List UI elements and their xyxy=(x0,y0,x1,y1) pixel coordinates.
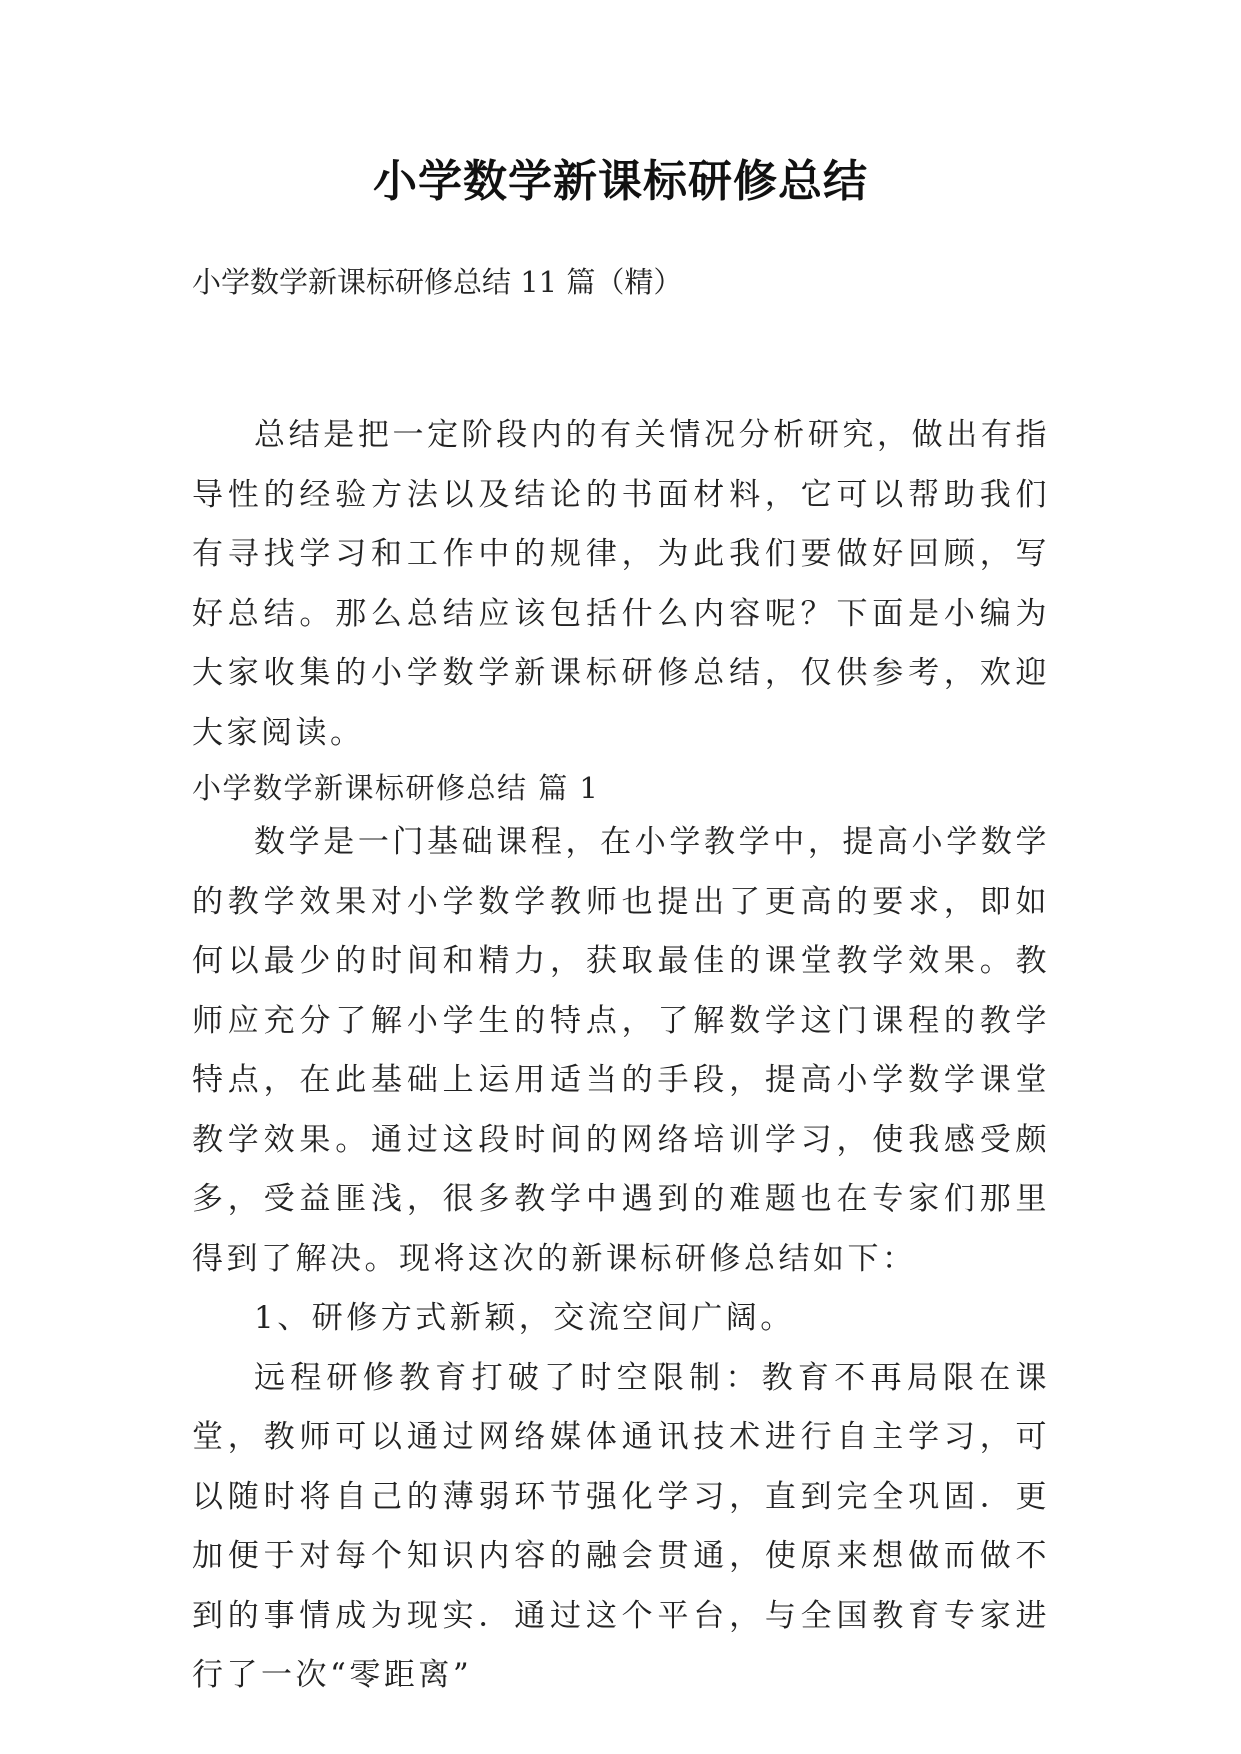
section-paragraph: 数学是一门基础课程，在小学教学中，提高小学数学的教学效果对小学数学教师也提出了更高的要求，即如何以最少的时间和精力，获取最佳的课堂教学效果。教师应充分了解小学生的特点，了解数学这门课程的教学特点，在此基础上运用适当的手段，提高小学数学课堂教学效果。通过这段时间的网络培训学习，使我感受颇多，受益匪浅，很多教学中遇到的难题也在专家们那里得到了解决。现将这次的新课标研修总结如下： xyxy=(192,824,1050,1277)
document-body xyxy=(192,406,1050,1706)
section-paragraph: 远程研修教育打破了时空限制：教育不再局限在课堂，教师可以通过网络媒体通讯技术进行自主学习，可以随时将自己的薄弱环节强化学习，直到完全巩固．更加便于对每个知识内容的融会贯通，使原来想做而做不到的事情成为现实．通过这个平台，与全国教育专家进行了一次“零距离” xyxy=(192,1359,1050,1693)
document-subtitle: 小学数学新课标研修总结 11 篇（精） xyxy=(192,265,683,299)
intro-paragraph: 总结是把一定阶段内的有关情况分析研究，做出有指导性的经验方法以及结论的书面材料，它可以帮助我们有寻找学习和工作中的规律，为此我们要做好回顾，写好总结。那么总结应该包括什么内容呢？下面是小编为大家收集的小学数学新课标研修总结，仅供参考，欢迎大家阅读。 xyxy=(192,417,1050,751)
section-heading: 小学数学新课标研修总结 篇 1 xyxy=(192,771,600,805)
document-title: 小学数学新课标研修总结 xyxy=(373,156,868,207)
list-item: 1、研修方式新颖，交流空间广阔。 xyxy=(254,1300,795,1336)
